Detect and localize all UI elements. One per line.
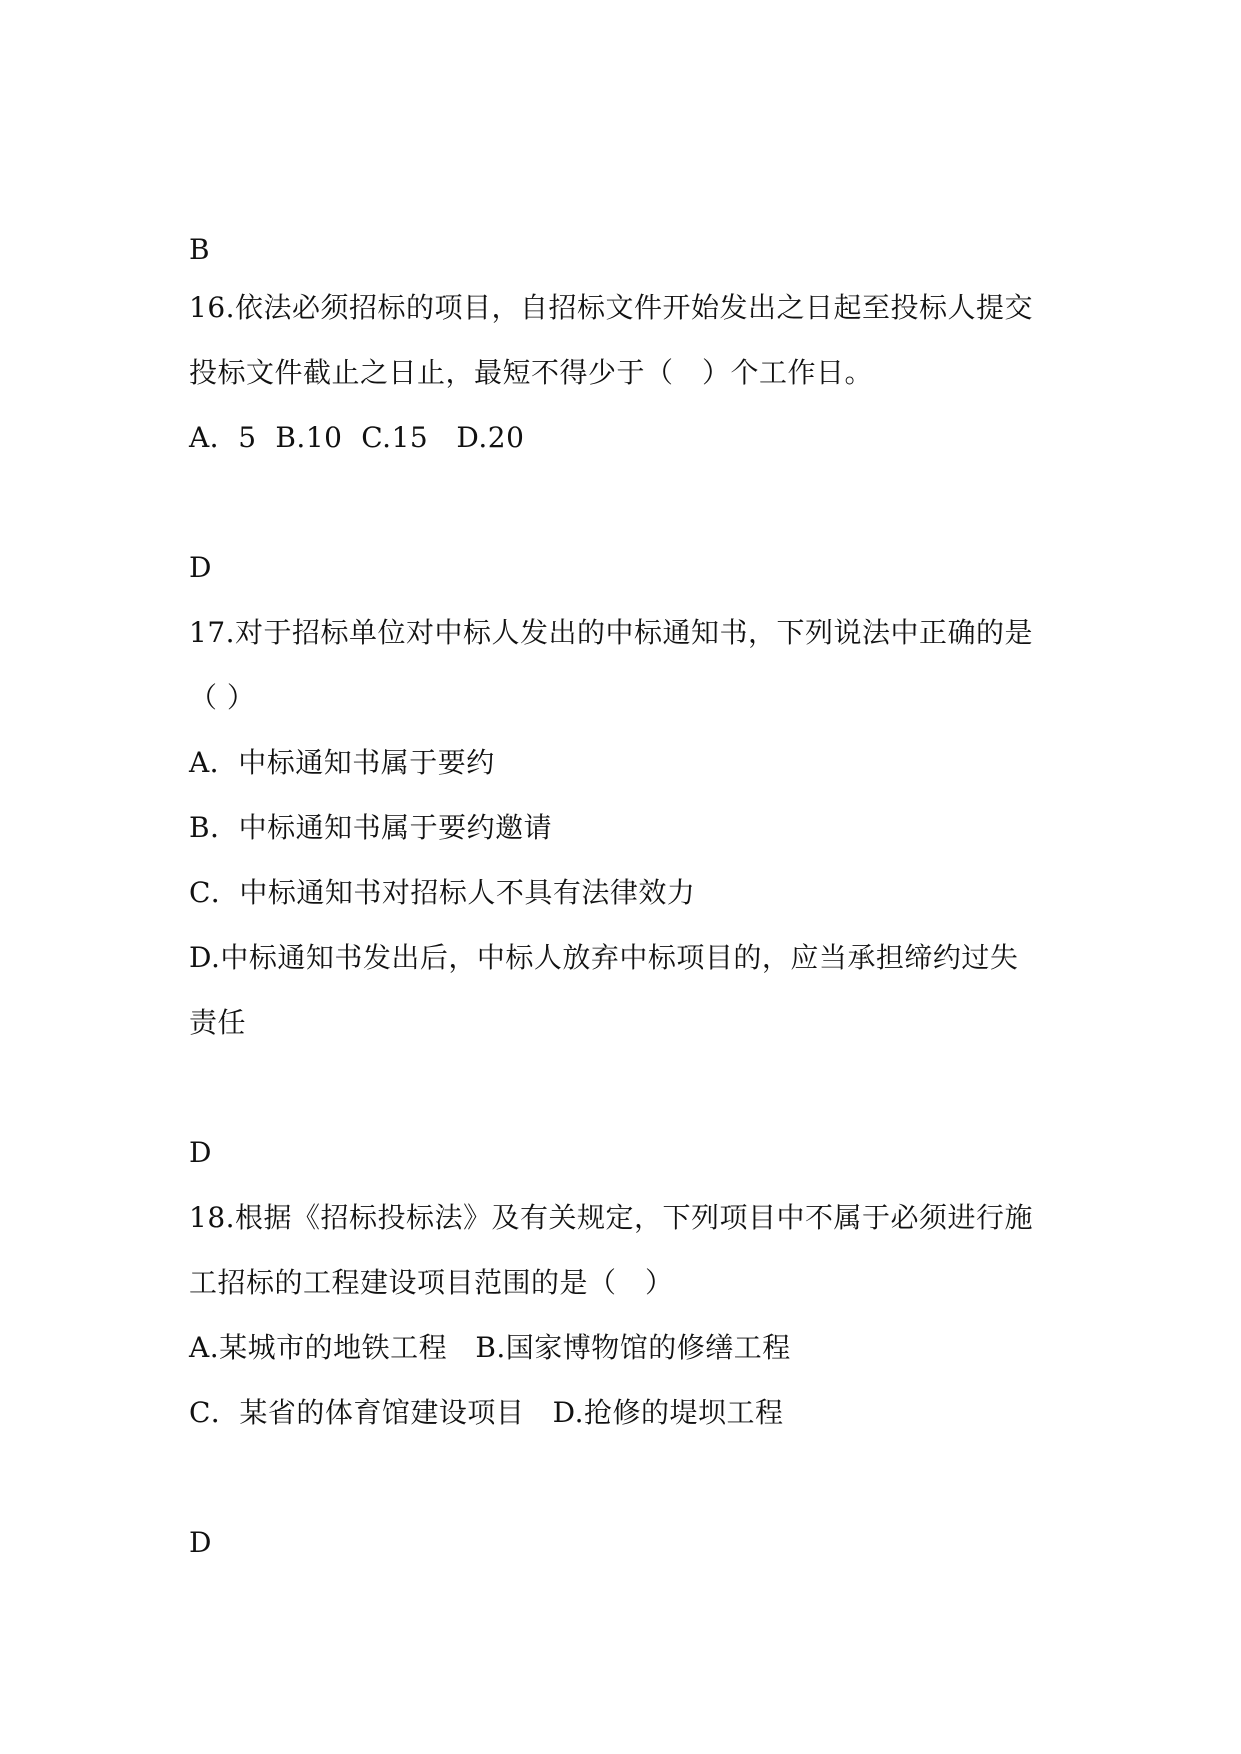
question-17-text: 17.对于招标单位对中标人发出的中标通知书，下列说法中正确的是 bbox=[189, 616, 1034, 649]
question-18-text: 18.根据《招标投标法》及有关规定，下列项目中不属于必须进行施 bbox=[189, 1201, 1034, 1234]
question-17-text: （ ） bbox=[189, 681, 256, 714]
question-17-option-b: B．中标通知书属于要约邀请 bbox=[189, 811, 553, 844]
answer-line: D bbox=[189, 1136, 212, 1169]
question-16-text: 投标文件截止之日止，最短不得少于（ ）个工作日。 bbox=[189, 356, 874, 389]
answer-line: D bbox=[189, 551, 212, 584]
question-17-option-d: D.中标通知书发出后，中标人放弃中标项目的，应当承担缔约过失 bbox=[189, 941, 1019, 974]
answer-line: D bbox=[189, 1526, 212, 1559]
question-18-options: A.某城市的地铁工程 B.国家博物馆的修缮工程 bbox=[189, 1331, 791, 1364]
question-16-options: A．5 B.10 C.15 D.20 bbox=[189, 421, 525, 454]
question-17-option-d: 责任 bbox=[189, 1006, 247, 1039]
question-17-option-c: C．中标通知书对招标人不具有法律效力 bbox=[189, 876, 696, 909]
question-18-text: 工招标的工程建设项目范围的是（ ） bbox=[189, 1266, 674, 1299]
question-18-options: C．某省的体育馆建设项目 D.抢修的堤坝工程 bbox=[189, 1396, 784, 1429]
answer-line: B bbox=[189, 233, 211, 266]
question-16-text: 16.依法必须招标的项目，自招标文件开始发出之日起至投标人提交 bbox=[189, 291, 1034, 324]
question-17-option-a: A．中标通知书属于要约 bbox=[189, 746, 495, 779]
